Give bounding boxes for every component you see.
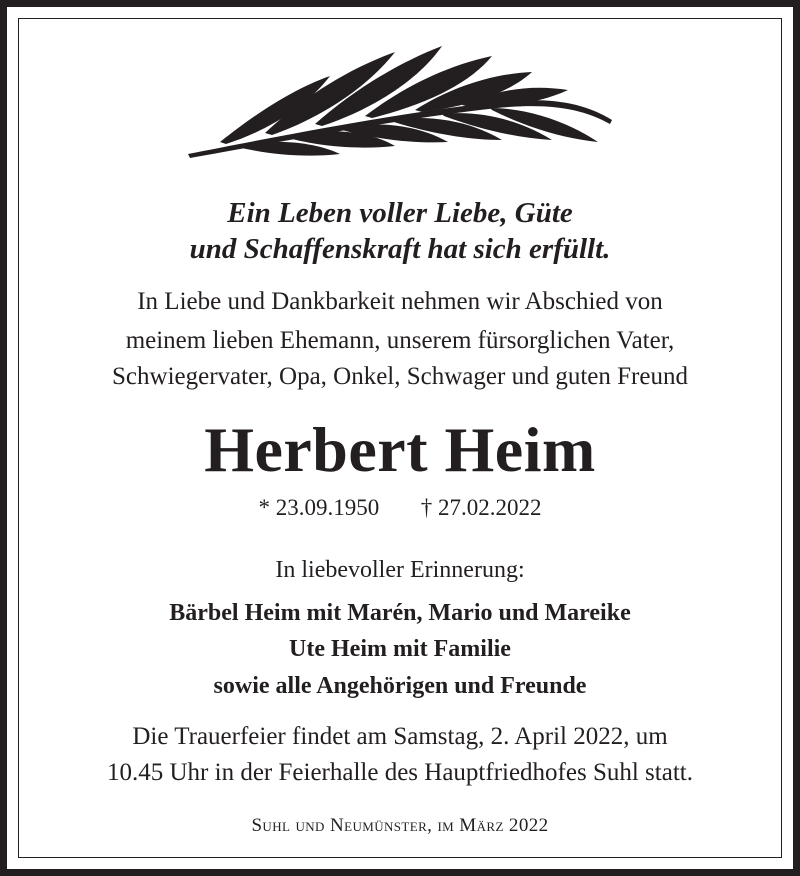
motto-line-2: und Schaffenskraft hat sich erfüllt.	[189, 233, 611, 265]
death-date: † 27.02.2022	[420, 495, 542, 520]
intro-line-1: In Liebe und Dankbarkeit nehmen wir Abschied von	[137, 288, 663, 315]
palm-branch-icon	[180, 38, 620, 158]
intro-line-3: Schwiegervater, Opa, Onkel, Schwager und guten Freund	[112, 363, 688, 390]
place-date: Suhl und Neumünster, im März 2022	[251, 815, 549, 836]
birth-date: * 23.09.1950	[258, 495, 380, 520]
memory-heading: In liebevoller Erinnerung:	[275, 557, 525, 583]
funeral-line-1: Die Trauerfeier findet am Samstag, 2. April 2022, um	[132, 723, 668, 750]
mourner-line-3: sowie alle Angehörigen und Freunde	[213, 673, 587, 699]
mourner-line-2: Ute Heim mit Familie	[289, 636, 511, 662]
intro-line-2: meinem lieben Ehemann, unserem fürsorglichen Vater,	[125, 327, 675, 354]
deceased-name: Herbert Heim	[204, 414, 596, 485]
life-dates	[0, 494, 800, 522]
motto-line-1: Ein Leben voller Liebe, Güte	[227, 197, 573, 229]
funeral-line-2: 10.45 Uhr in der Feierhalle des Hauptfriedhofes Suhl statt.	[107, 759, 693, 786]
mourner-line-1: Bärbel Heim mit Marén, Mario und Mareike	[169, 600, 631, 626]
